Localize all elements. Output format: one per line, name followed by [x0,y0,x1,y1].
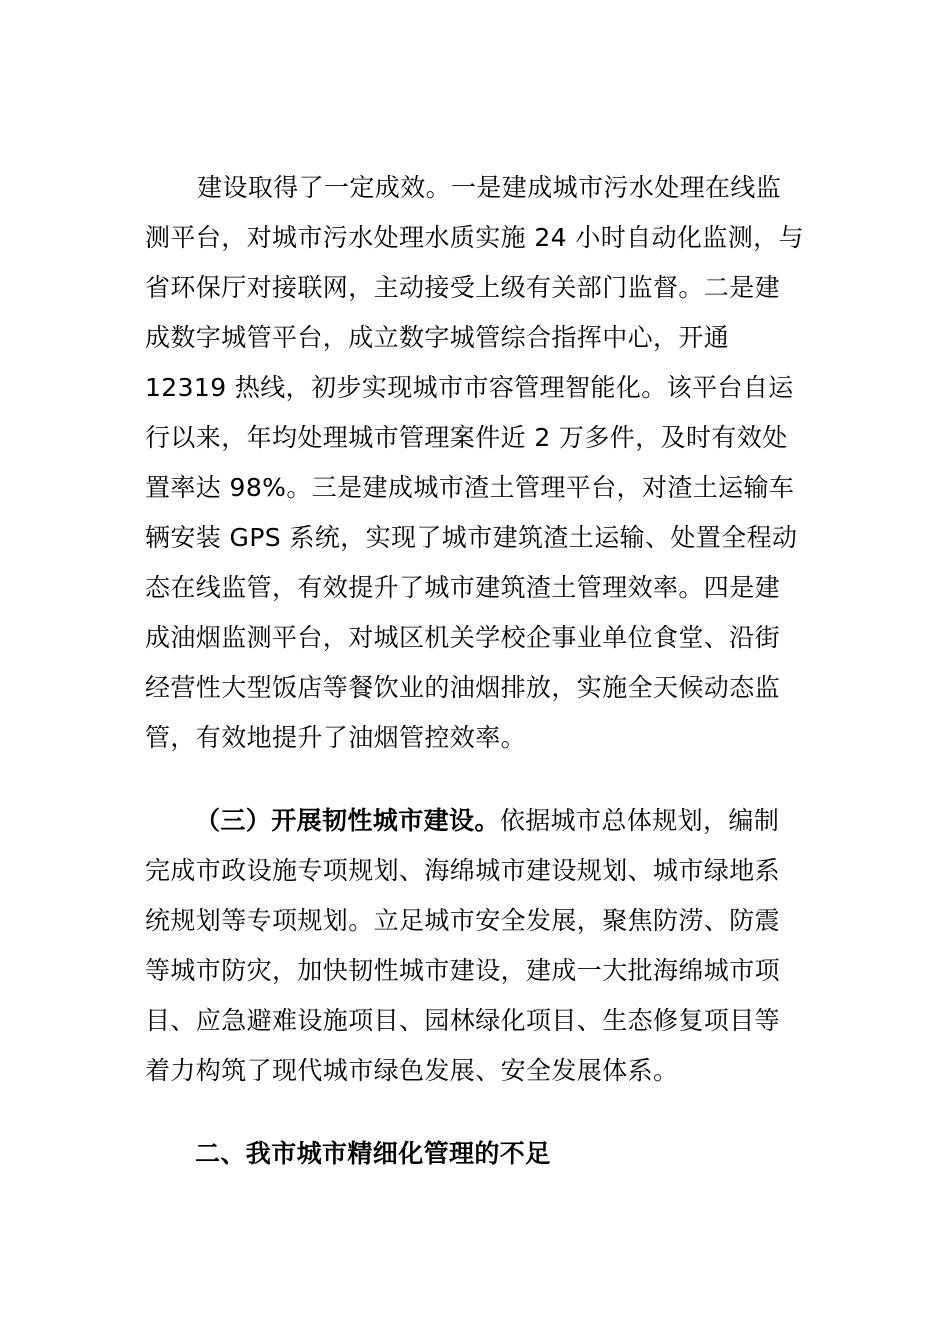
paragraph-1-line-12: 管，有效地提升了油烟管控效率。 [145,723,527,752]
paragraph-1-line-1: 建设取得了一定成效。一是建成城市污水处理在线监 [197,173,782,202]
paragraph-2-line-5: 目、应急避难设施项目、园林绿化项目、生态修复项目等 [145,1006,781,1035]
paragraph-1-line-3: 省环保厅对接联网，主动接受上级有关部门监督。二是建 [145,273,781,302]
paragraph-2-line-3: 统规划等专项规划。立足城市安全发展，聚焦防涝、防震 [145,906,781,935]
paragraph-1-line-9: 态在线监管，有效提升了城市建筑渣土管理效率。四是建 [145,573,781,602]
paragraph-2-line-6: 着力构筑了现代城市绿色发展、安全发展体系。 [145,1056,679,1085]
paragraph-2-line-2: 完成市政设施专项规划、海绵城市建设规划、城市绿地系 [145,856,781,885]
paragraph-1-line-2: 测平台，对城市污水处理水质实施 24 小时自动化监测，与 [145,223,804,252]
paragraph-1-line-11: 经营性大型饭店等餐饮业的油烟排放，实施全天候动态监 [145,673,781,702]
paragraph-2-line-4: 等城市防灾，加快韧性城市建设，建成一大批海绵城市项 [145,956,781,985]
section-heading: 二、我市城市精细化管理的不足 [195,1139,551,1168]
paragraph-2-heading: （三）开展韧性城市建设。 [195,806,500,835]
paragraph-1-line-7: 置率达 98%。三是建成城市渣土管理平台，对渣土运输车 [145,473,795,502]
paragraph-2-line-1-text: 依据城市总体规划，编制 [499,806,780,835]
paragraph-1-line-4: 成数字城管平台，成立数字城管综合指挥中心，开通 [145,323,730,352]
paragraph-1-line-6: 行以来，年均处理城市管理案件近 2 万多件，及时有效处 [145,423,788,452]
paragraph-2-line-1 [195,803,865,839]
paragraph-1-line-5: 12319 热线，初步实现城市市容管理智能化。该平台自运 [145,373,794,402]
paragraph-1-line-10: 成油烟监测平台，对城区机关学校企事业单位食堂、沿街 [145,623,781,652]
paragraph-1-line-8: 辆安装 GPS 系统，实现了城市建筑渣土运输、处置全程动 [145,523,798,552]
